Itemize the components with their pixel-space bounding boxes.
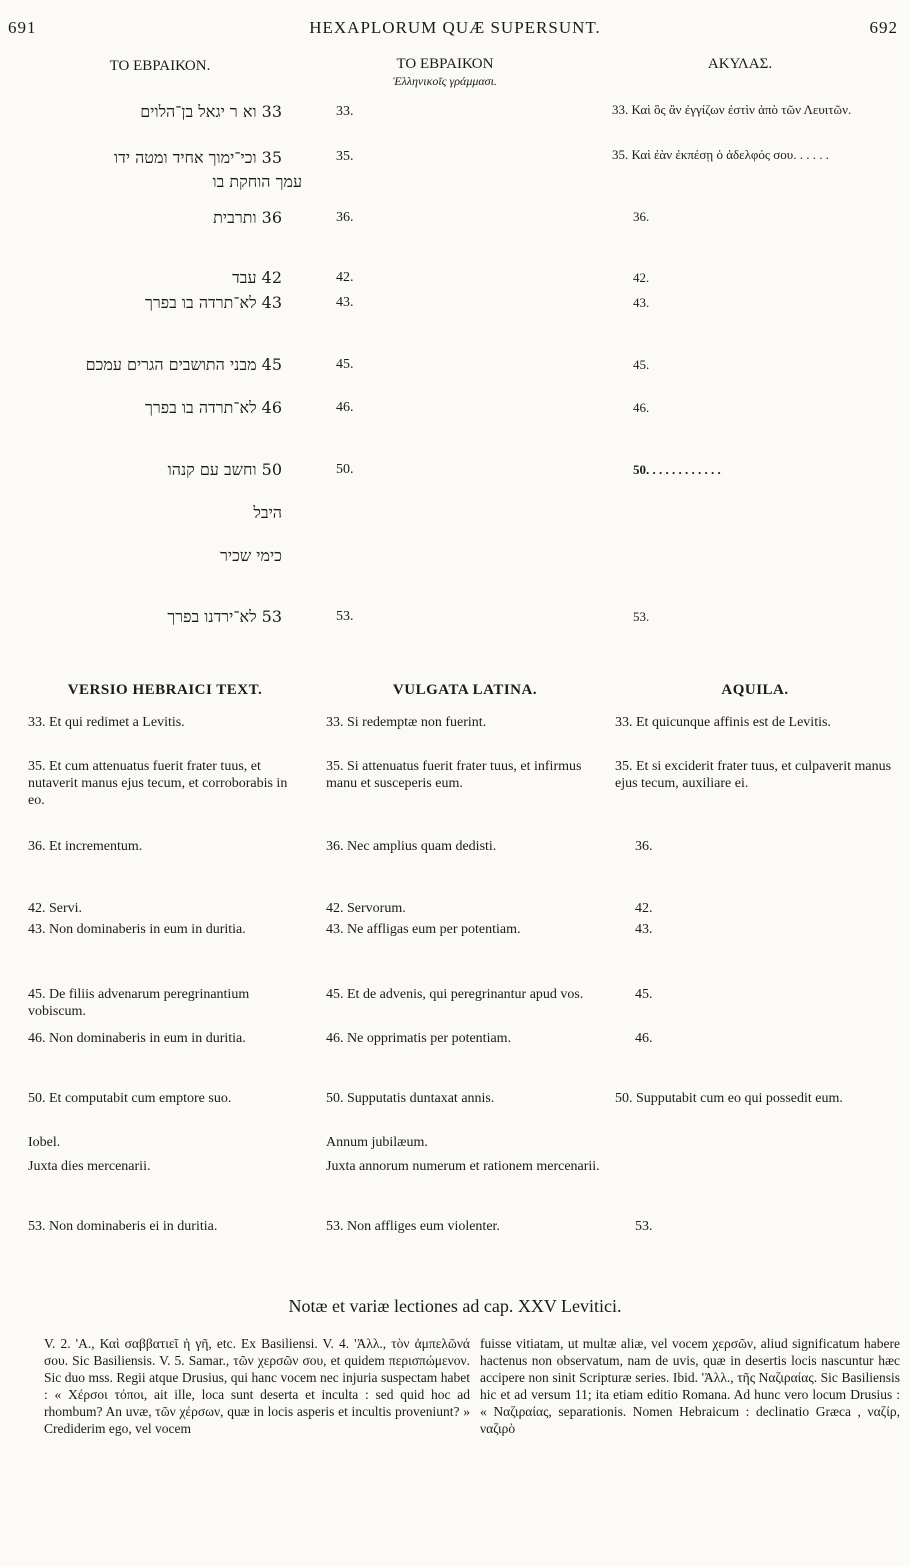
aquila-greek: 50. . . . . . . . . . . . [633,462,721,477]
notes-left-column: V. 2. 'A., Καὶ σαββατιεῖ ἡ γῆ, etc. Ex Basiliensi. V. 4. 'Ἀλλ., τὸν ἀμπελῶνά σου. Sic Basiliensis. V. 5. Samar., τῶν χερσῶν σου, et quidem περισπώμενον. Sic duo mss. Regii atque Drusius, qui hanc vocem nec injuria suspectam habet : « Χέρσοι τόποι, ait ille, loca sunt deserta et inculta : sed quid hoc ad rhombum? An uvæ, τῶν χέρσων, quæ in locis asperis et incultis proveniunt? » Crediderim ego, vel vocem [44,1336,470,1436]
versio-text: Iobel. [28,1135,61,1150]
vulgata-text: Annum jubilæum. [326,1135,428,1150]
col-aquila-latin-head: AQUILA. [721,682,789,698]
row-number: 53. [336,609,354,624]
vulgata-text: 45. Et de advenis, qui peregrinantur apud vos. [326,987,584,1002]
vulgata-text: 42. Servorum. [326,901,406,916]
versio-text: 46. Non dominaberis in eum in duritia. [28,1031,246,1046]
aquila-greek: 45. [633,357,650,372]
versio-text: 43. Non dominaberis in eum in duritia. [28,922,246,937]
aquila-latin-text: 53. [635,1219,653,1234]
aquila-latin-text: 33. Et quicunque affinis est de Levitis. [615,715,831,730]
aquila-latin-text: 50. Supputabit cum eo qui possedit eum. [615,1091,843,1106]
aquila-greek: 53. [633,609,650,624]
hebrew-line: 46 לא־תרדה בו בפרך [145,398,282,417]
hebrew-line: היבל [253,503,282,522]
col-versio-head: VERSIO HEBRAICI TEXT. [67,682,263,698]
versio-text: 50. Et computabit cum emptore suo. [28,1091,232,1106]
versio-text: 35. Et cum attenuatus fuerit frater tuus, et nutaverit manus ejus tecum, et corroborabis in eo. [28,759,288,808]
right-page-number: 692 [869,18,898,37]
row-number: 35. [336,149,354,164]
versio-text: 45. De filiis advenarum peregrinantium vobiscum. [28,987,250,1019]
row-number: 50. [336,462,354,477]
col-hebrew-greek-head: ΤΟ ΕΒΡΑΙΚΟΝ [396,56,494,72]
aquila-greek: 46. [633,400,650,415]
vulgata-text: 50. Supputatis duntaxat annis. [326,1091,495,1106]
vulgata-text: 53. Non affliges eum violenter. [326,1219,500,1234]
hebrew-line: 50 וחשב עם קנהו [167,460,282,479]
row-number: 36. [336,210,354,225]
hebrew-line: עמך הוחקת בו [212,172,302,191]
vulgata-text: 43. Ne affligas eum per potentiam. [326,922,521,937]
vulgata-text: 35. Si attenuatus fuerit frater tuus, et infirmus manu et susceperis eum. [326,759,582,791]
aquila-greek: 42. [633,270,650,285]
col-aquila-head: ΑΚΥΛΑΣ. [707,56,773,72]
row-number: 33. [336,104,354,119]
aquila-latin-text: 46. [635,1031,653,1046]
aquila-latin-text: 45. [635,987,653,1002]
running-title: HEXAPLORUM QUÆ SUPERSUNT. [309,18,601,37]
vulgata-text: 46. Ne opprimatis per potentiam. [326,1031,512,1046]
col-hebrew-greek-subhead: Ἑλληνικοῖς γράμμασι. [393,74,497,88]
notes-right-column: fuisse vitiatam, ut multæ aliæ, vel vocem χερσῶν, aliud significatum habere hactenus non observatum, nam de uvis, quæ in desertis locis nascuntur hæc accipere non sinit Scripturæ series. Ibid. 'Ἀλλ., τῆς Ναζιραίας. Sic Basiliensis hic et ad versum 11; ita etiam editio Romana. Ad hunc vero locum Drusius : « Ναζιραίας, separationis. Nomen Hebraicum : declinatio Græca , ναζίρ, ναζιρὸ [480,1336,900,1436]
hebrew-line: 36 ותרבית [213,208,282,227]
aquila-greek: 43. [633,295,650,310]
aquila-greek: 36. [633,209,650,224]
vulgata-text: Juxta annorum numerum et rationem mercenarii. [326,1159,600,1174]
versio-text: 36. Et incrementum. [28,839,143,854]
row-number: 46. [336,400,354,415]
aquila-latin-text: 36. [635,839,653,854]
notes-title: Notæ et variæ lectiones ad cap. XXV Levitici. [288,1296,622,1316]
left-page-number: 691 [8,18,37,37]
row-number: 43. [336,295,354,310]
versio-text: 42. Servi. [28,901,83,916]
versio-text: 33. Et qui redimet a Levitis. [28,715,185,730]
hebrew-line: 42 עבד [232,268,282,287]
aquila-latin-text: 42. [635,901,653,916]
hebrew-line: 33 וא ר יגאל בן־הלוים [140,102,282,121]
hebrew-line: 35 וכי־ימוך אחיד ומטה ידו [114,148,282,167]
hebrew-line: 45 מבני התושבים הגרים עמכם [85,355,282,374]
hebrew-line: 43 לא־תרדה בו בפרך [145,293,282,312]
vulgata-text: 33. Si redemptæ non fuerint. [326,715,487,730]
row-number: 45. [336,357,354,372]
row-number: 42. [336,270,354,285]
aquila-greek: 33. Καὶ ὃς ἂν ἐγγίζων ἐστὶν ἀπὸ τῶν Λευιτῶν. [612,102,852,117]
col-hebrew-head: ΤΟ ΕΒΡΑΙΚΟΝ. [109,58,211,74]
aquila-latin-text: 35. Et si exciderit frater tuus, et culpaverit manus ejus tecum, auxiliare ei. [615,759,892,791]
versio-text: 53. Non dominaberis ei in duritia. [28,1219,218,1234]
hebrew-line: 53 לא־ירדנו בפרך [167,607,282,626]
col-vulgata-head: VULGATA LATINA. [392,682,538,698]
vulgata-text: 36. Nec amplius quam dedisti. [326,839,497,854]
aquila-greek: 35. Καὶ ἐὰν ἐκπέσῃ ὁ ἀδελφός σου. . . . . . [612,147,829,162]
hebrew-line: כימי שכיר [220,546,282,565]
versio-text: Juxta dies mercenarii. [28,1159,151,1174]
aquila-latin-text: 43. [635,922,653,937]
